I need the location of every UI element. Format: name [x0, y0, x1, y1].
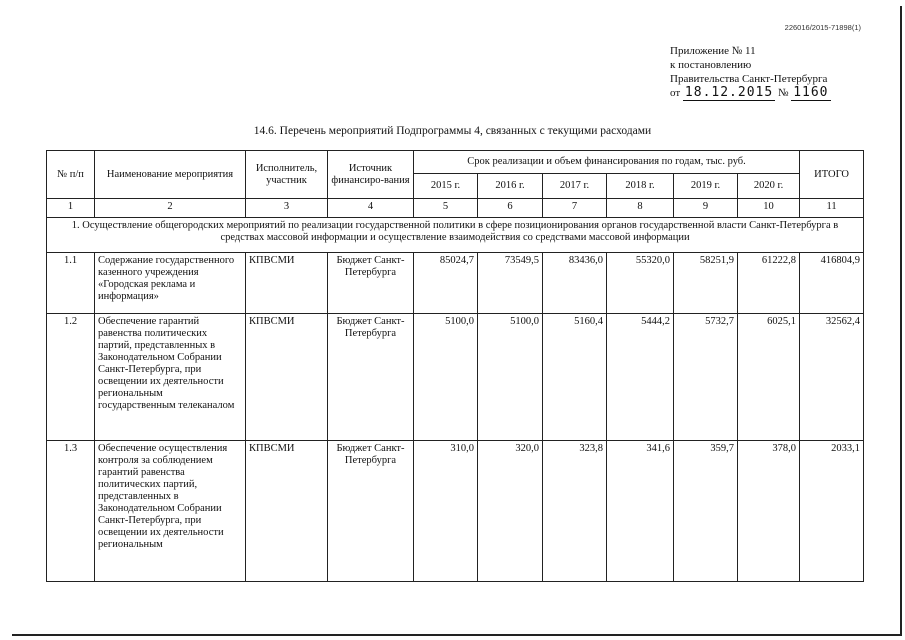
column-number-row — [47, 199, 864, 218]
row-value: 83436,0 — [543, 253, 607, 314]
column-number: 6 — [478, 199, 543, 218]
header-year: 2019 г. — [674, 174, 738, 199]
column-number: 5 — [414, 199, 478, 218]
row-total: 2033,1 — [800, 441, 864, 582]
row-value: 378,0 — [738, 441, 800, 582]
row-num: 1.1 — [47, 253, 95, 314]
document-id: 226016/2015-71898(1) — [784, 23, 861, 32]
approval-line-1: Приложение № 11 — [670, 45, 756, 57]
row-value: 5100,0 — [478, 314, 543, 441]
approval-line-2: к постановлению — [670, 59, 752, 71]
table-row — [47, 441, 864, 582]
row-executor: КПВСМИ — [246, 441, 328, 582]
document-title: 14.6. Перечень мероприятий Подпрограммы 4, связанных с текущими расходами — [253, 125, 652, 137]
row-value: 85024,7 — [414, 253, 478, 314]
column-number: 11 — [800, 199, 864, 218]
row-value: 5732,7 — [674, 314, 738, 441]
row-name: Обеспечение гарантий равенства политических партий, представленных в Законодательном Собрании Санкт-Петербурга, при освещении их деятельности региональным государственным телеканалом — [95, 314, 246, 441]
section-title: 1. Осуществление общегородских мероприятий по реализации государственной политики в сфере позиционирования органов государственной власти Санкт-Петербурга в средствах массовой информации и осуществление взаимодействия со средствами массовой информации — [47, 218, 864, 253]
column-number: 7 — [543, 199, 607, 218]
column-number: 9 — [674, 199, 738, 218]
column-number: 4 — [328, 199, 414, 218]
row-executor: КПВСМИ — [246, 314, 328, 441]
header-source: Источник финансиро-вания — [328, 151, 414, 199]
approval-date: 18.12.2015 — [684, 85, 774, 100]
approval-number: 1160 — [793, 85, 829, 100]
header-year: 2015 г. — [414, 174, 478, 199]
header-year: 2017 г. — [543, 174, 607, 199]
row-total: 416804,9 — [800, 253, 864, 314]
column-number: 8 — [607, 199, 674, 218]
row-value: 323,8 — [543, 441, 607, 582]
column-number: 2 — [95, 199, 246, 218]
activities-table — [46, 150, 864, 582]
row-value: 6025,1 — [738, 314, 800, 441]
header-total: ИТОГО — [800, 151, 864, 199]
approval-line-3: Правительства Санкт-Петербурга — [670, 73, 828, 85]
header-year: 2018 г. — [607, 174, 674, 199]
row-num: 1.2 — [47, 314, 95, 441]
row-value: 5100,0 — [414, 314, 478, 441]
number-prefix: № — [777, 87, 789, 99]
approval-block — [670, 44, 831, 100]
table-row — [47, 314, 864, 441]
header-year: 2016 г. — [478, 174, 543, 199]
row-source: Бюджет Санкт-Петербурга — [328, 314, 414, 441]
header-num: № п/п — [47, 151, 95, 199]
column-number: 3 — [246, 199, 328, 218]
column-number: 1 — [47, 199, 95, 218]
row-value: 73549,5 — [478, 253, 543, 314]
header-period: Срок реализации и объем финансирования по годам, тыс. руб. — [414, 151, 800, 174]
row-value: 5444,2 — [607, 314, 674, 441]
row-value: 61222,8 — [738, 253, 800, 314]
row-source: Бюджет Санкт-Петербурга — [328, 253, 414, 314]
row-total: 32562,4 — [800, 314, 864, 441]
row-source: Бюджет Санкт-Петербурга — [328, 441, 414, 582]
column-number: 10 — [738, 199, 800, 218]
table-row — [47, 253, 864, 314]
row-num: 1.3 — [47, 441, 95, 582]
section-row — [47, 218, 864, 253]
header-executor: Исполнитель, участник — [246, 151, 328, 199]
row-executor: КПВСМИ — [246, 253, 328, 314]
row-value: 310,0 — [414, 441, 478, 582]
row-value: 58251,9 — [674, 253, 738, 314]
row-value: 341,6 — [607, 441, 674, 582]
row-value: 5160,4 — [543, 314, 607, 441]
approval-date-line — [670, 86, 831, 100]
row-value: 359,7 — [674, 441, 738, 582]
row-name: Содержание государственного казенного учреждения «Городская реклама и информация» — [95, 253, 246, 314]
row-name: Обеспечение осуществления контроля за соблюдением гарантий равенства политических партий, представленных в Законодательном Собрании Санкт-Петербурга, при освещении их деятельности региональным — [95, 441, 246, 582]
row-value: 320,0 — [478, 441, 543, 582]
row-value: 55320,0 — [607, 253, 674, 314]
header-year: 2020 г. — [738, 174, 800, 199]
header-name: Наименование мероприятия — [95, 151, 246, 199]
date-prefix: от — [670, 87, 681, 99]
